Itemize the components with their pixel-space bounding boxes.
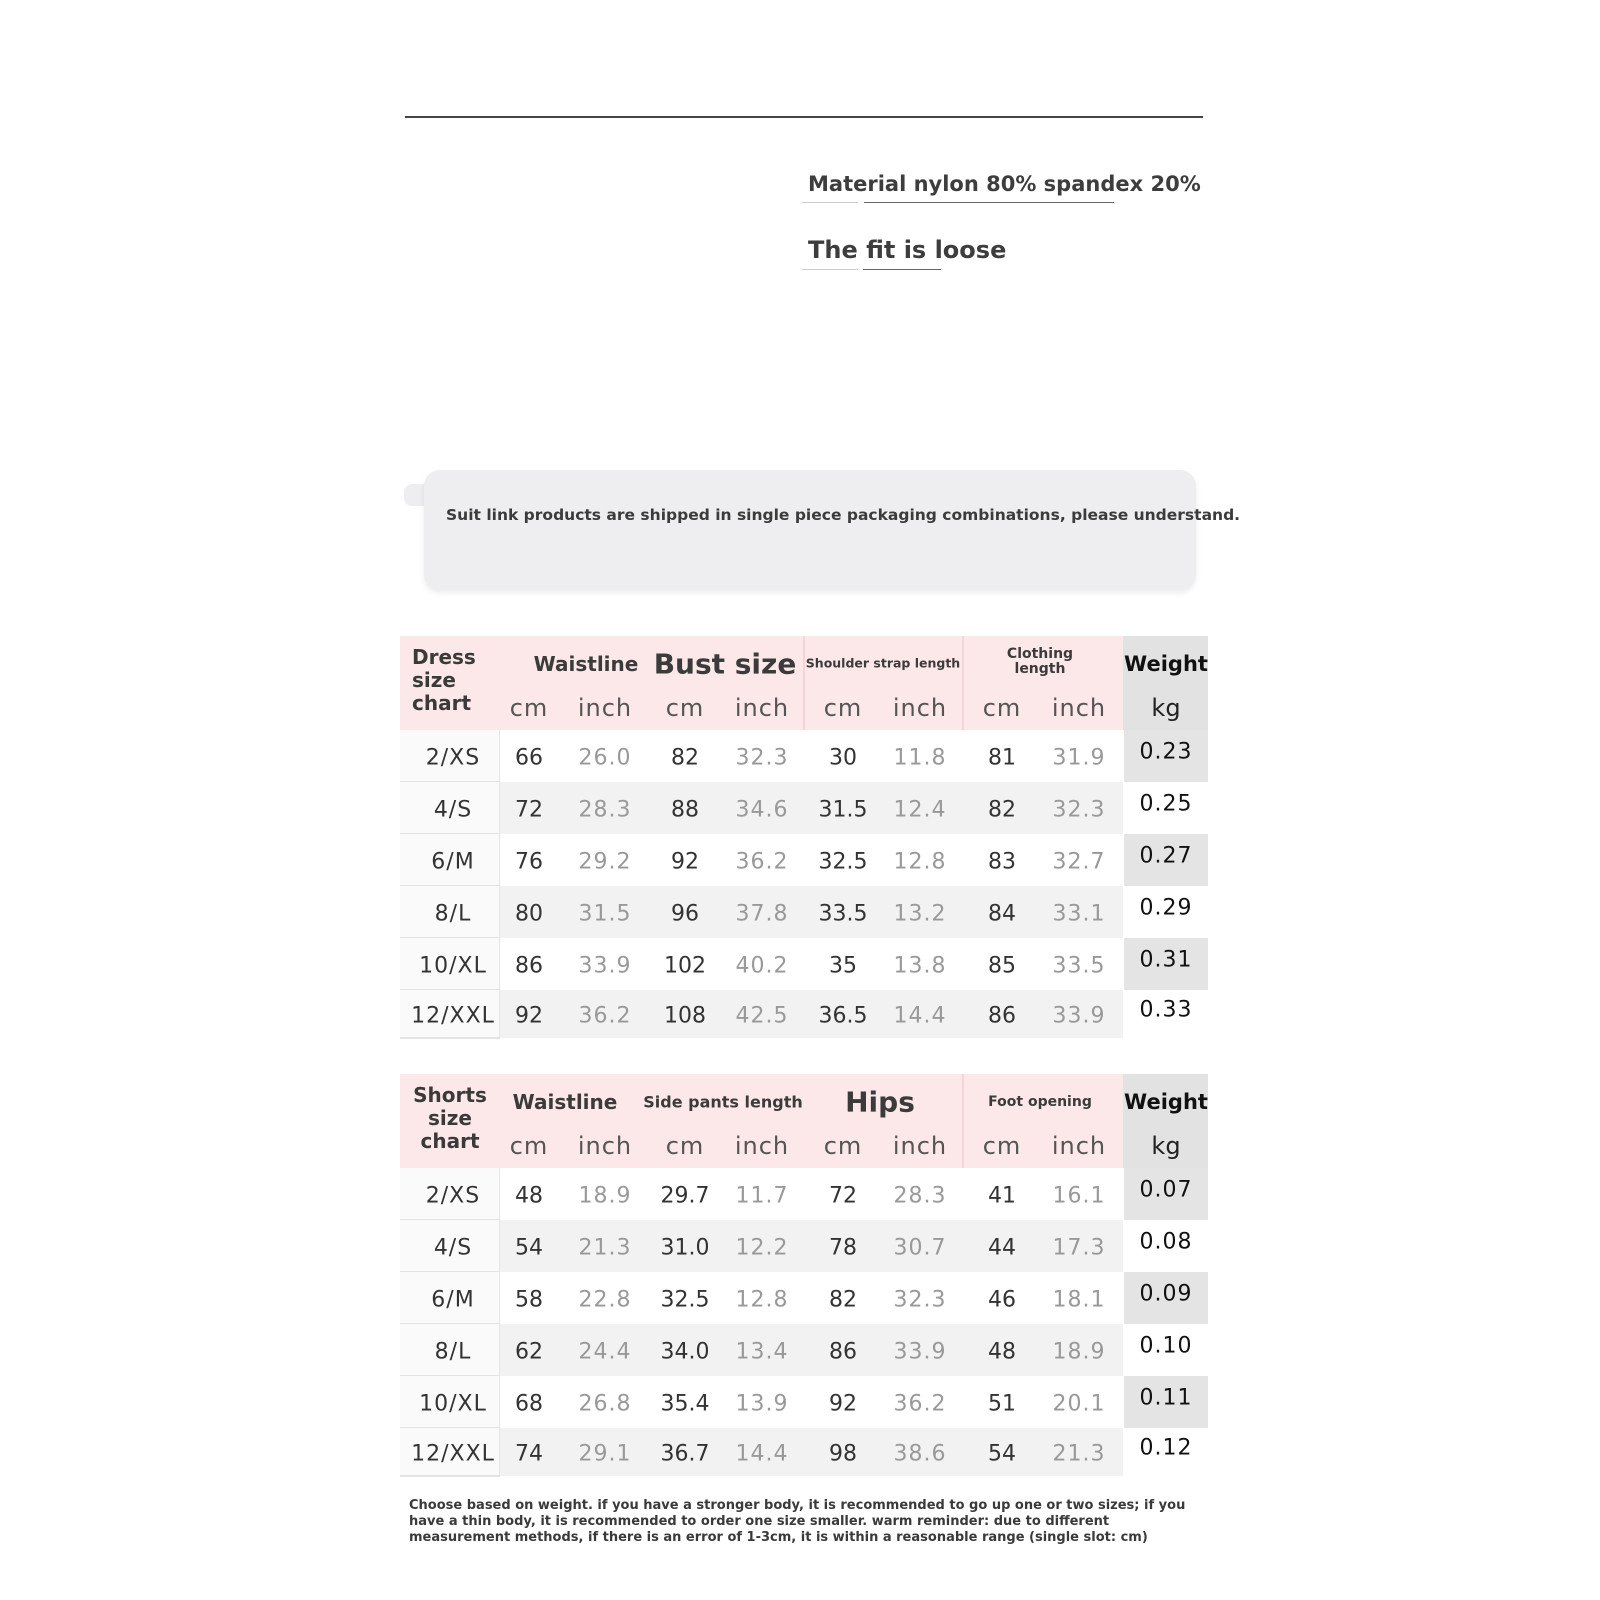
unit-label-cm: cm	[982, 694, 1022, 722]
cell-weight: 0.07	[1139, 1177, 1193, 1203]
cell-cm: 81	[988, 745, 1016, 771]
cell-inch: 24.4	[578, 1339, 632, 1365]
material-line	[808, 172, 1201, 196]
unit-label-inch: inch	[577, 694, 633, 722]
cell-size: 8/L	[434, 901, 472, 927]
unit-label-cm: cm	[665, 1132, 705, 1160]
cell-size: 6/M	[431, 1287, 475, 1313]
cell-size: 2/XS	[425, 1183, 481, 1209]
cell-cm: 74	[515, 1441, 543, 1467]
unit-label-inch: inch	[734, 1132, 790, 1160]
cell-size: 10/XL	[419, 953, 487, 979]
cell-cm: 68	[515, 1391, 543, 1417]
table-row	[400, 1168, 1208, 1220]
cell-inch: 29.2	[578, 849, 632, 875]
cell-cm: 88	[671, 797, 699, 823]
cell-cm: 92	[515, 1003, 543, 1029]
cell-cm: 41	[988, 1183, 1016, 1209]
cell-cm: 48	[515, 1183, 543, 1209]
column-group-weight: Weight	[1124, 652, 1208, 676]
cell-cm: 34.0	[660, 1339, 710, 1365]
cell-cm: 35	[829, 953, 857, 979]
cell-weight: 0.12	[1139, 1435, 1193, 1461]
cell-weight: 0.29	[1139, 895, 1193, 921]
unit-label-inch: inch	[577, 1132, 633, 1160]
cell-inch: 13.9	[735, 1391, 789, 1417]
cell-cm: 76	[515, 849, 543, 875]
cell-cm: 62	[515, 1339, 543, 1365]
top-divider	[405, 116, 1203, 118]
header-separator	[962, 636, 964, 730]
cell-cm: 44	[988, 1235, 1016, 1261]
cell-cm: 80	[515, 901, 543, 927]
cell-cm: 85	[988, 953, 1016, 979]
cell-inch: 40.2	[735, 953, 789, 979]
cell-inch: 42.5	[735, 1003, 789, 1029]
cell-weight: 0.08	[1139, 1229, 1193, 1255]
cell-cm: 33.5	[818, 901, 868, 927]
cell-inch: 32.3	[735, 745, 789, 771]
cell-weight: 0.33	[1139, 997, 1193, 1023]
cell-weight: 0.11	[1139, 1385, 1193, 1411]
cell-inch: 32.3	[893, 1287, 947, 1313]
cell-inch: 14.4	[893, 1003, 947, 1029]
cell-inch: 32.7	[1052, 849, 1106, 875]
column-group-waistline: Waistline	[512, 1090, 618, 1114]
unit-label-kg: kg	[1151, 694, 1181, 722]
cell-cm: 84	[988, 901, 1016, 927]
cell-inch: 17.3	[1052, 1235, 1106, 1261]
cell-inch: 37.8	[735, 901, 789, 927]
cell-inch: 18.1	[1052, 1287, 1106, 1313]
cell-cm: 86	[515, 953, 543, 979]
cell-inch: 26.0	[578, 745, 632, 771]
cell-cm: 72	[515, 797, 543, 823]
fit-text: The fit is loose	[808, 236, 1007, 264]
cell-size: 4/S	[433, 797, 473, 823]
cell-cm: 35.4	[660, 1391, 710, 1417]
size-footnote: Choose based on weight. if you have a stronger body, it is recommended to go up one or two sizes; if you have a thin body, it is recommended to order one size smaller. warm reminder: due to different measurement methods, if there is an error of 1-3cm, it is within a reasonable range (single slot: cm)	[409, 1498, 1186, 1545]
table-row	[400, 782, 1208, 834]
cell-inch: 34.6	[735, 797, 789, 823]
cell-cm: 29.7	[660, 1183, 710, 1209]
column-group-clothing-length: Clothing length	[1006, 646, 1074, 677]
column-group-waistline: Waistline	[533, 652, 639, 676]
cell-size: 8/L	[434, 1339, 472, 1365]
cell-inch: 38.6	[893, 1441, 947, 1467]
cell-inch: 13.2	[893, 901, 947, 927]
cell-inch: 36.2	[893, 1391, 947, 1417]
fit-underline-short	[802, 269, 858, 270]
cell-inch: 18.9	[578, 1183, 632, 1209]
cell-cm: 32.5	[818, 849, 868, 875]
unit-label-inch: inch	[892, 1132, 948, 1160]
cell-cm: 48	[988, 1339, 1016, 1365]
cell-inch: 28.3	[578, 797, 632, 823]
cell-cm: 72	[829, 1183, 857, 1209]
cell-cm: 86	[988, 1003, 1016, 1029]
cell-inch: 29.1	[578, 1441, 632, 1467]
cell-cm: 36.7	[660, 1441, 710, 1467]
cell-cm: 31.5	[818, 797, 868, 823]
unit-label-inch: inch	[1051, 1132, 1107, 1160]
cell-inch: 12.2	[735, 1235, 789, 1261]
cell-cm: 92	[829, 1391, 857, 1417]
cell-cm: 51	[988, 1391, 1016, 1417]
cell-inch: 13.4	[735, 1339, 789, 1365]
shipping-notice	[424, 470, 1241, 590]
unit-label-cm: cm	[823, 1132, 863, 1160]
row-divider	[400, 1037, 500, 1039]
table-row	[400, 1220, 1208, 1272]
unit-label-cm: cm	[509, 694, 549, 722]
column-group-foot-opening: Foot opening	[988, 1094, 1092, 1110]
cell-inch: 28.3	[893, 1183, 947, 1209]
cell-weight: 0.09	[1139, 1281, 1193, 1307]
cell-inch: 12.4	[893, 797, 947, 823]
header-separator	[962, 1074, 964, 1168]
table-row	[400, 1324, 1208, 1376]
cell-inch: 11.7	[735, 1183, 789, 1209]
cell-weight: 0.10	[1139, 1333, 1193, 1359]
cell-inch: 30.7	[893, 1235, 947, 1261]
material-underline-short	[802, 202, 858, 203]
cell-inch: 12.8	[893, 849, 947, 875]
cell-inch: 33.5	[1052, 953, 1106, 979]
cell-inch: 11.8	[893, 745, 947, 771]
header-separator	[803, 636, 805, 730]
cell-weight: 0.23	[1139, 739, 1193, 765]
cell-inch: 21.3	[578, 1235, 632, 1261]
cell-inch: 21.3	[1052, 1441, 1106, 1467]
cell-inch: 32.3	[1052, 797, 1106, 823]
fit-underline	[863, 269, 941, 270]
cell-inch: 18.9	[1052, 1339, 1106, 1365]
column-group-weight: Weight	[1124, 1090, 1208, 1114]
unit-label-cm: cm	[982, 1132, 1022, 1160]
cell-cm: 82	[988, 797, 1016, 823]
unit-label-inch: inch	[892, 694, 948, 722]
table-row	[400, 938, 1208, 990]
fit-line	[808, 236, 1006, 264]
unit-label-cm: cm	[509, 1132, 549, 1160]
cell-size: 6/M	[431, 849, 475, 875]
cell-inch: 16.1	[1052, 1183, 1106, 1209]
cell-inch: 36.2	[735, 849, 789, 875]
table-row	[400, 1272, 1208, 1324]
cell-cm: 54	[988, 1441, 1016, 1467]
cell-inch: 31.9	[1052, 745, 1106, 771]
cell-weight: 0.27	[1139, 843, 1193, 869]
material-text: Material nylon 80% spandex 20%	[808, 172, 1201, 196]
chart-caption: Shorts size chart	[413, 1083, 487, 1153]
table-row	[400, 834, 1208, 886]
row-divider	[400, 1475, 500, 1477]
cell-cm: 86	[829, 1339, 857, 1365]
cell-cm: 32.5	[660, 1287, 710, 1313]
cell-inch: 36.2	[578, 1003, 632, 1029]
cell-inch: 33.1	[1052, 901, 1106, 927]
cell-inch: 12.8	[735, 1287, 789, 1313]
cell-inch: 14.4	[735, 1441, 789, 1467]
cell-size: 12/XXL	[411, 1441, 495, 1467]
unit-label-inch: inch	[734, 694, 790, 722]
cell-inch: 33.9	[1052, 1003, 1106, 1029]
cell-cm: 83	[988, 849, 1016, 875]
column-group-shoulder-strap-length: Shoulder strap length	[805, 655, 961, 671]
column-group-hips: Hips	[845, 1085, 915, 1119]
cell-cm: 102	[664, 953, 706, 979]
cell-cm: 54	[515, 1235, 543, 1261]
cell-inch: 20.1	[1052, 1391, 1106, 1417]
cell-cm: 30	[829, 745, 857, 771]
cell-cm: 82	[829, 1287, 857, 1313]
cell-cm: 108	[664, 1003, 706, 1029]
cell-inch: 22.8	[578, 1287, 632, 1313]
cell-weight: 0.31	[1139, 947, 1193, 973]
cell-weight: 0.25	[1139, 791, 1193, 817]
column-group-side-pants-length: Side pants length	[643, 1092, 803, 1112]
cell-size: 10/XL	[419, 1391, 487, 1417]
cell-size: 12/XXL	[411, 1003, 495, 1029]
cell-inch: 26.8	[578, 1391, 632, 1417]
cell-size: 2/XS	[425, 745, 481, 771]
cell-cm: 31.0	[660, 1235, 710, 1261]
cell-cm: 98	[829, 1441, 857, 1467]
table-row	[400, 1376, 1208, 1428]
cell-cm: 92	[671, 849, 699, 875]
unit-label-inch: inch	[1051, 694, 1107, 722]
cell-size: 4/S	[433, 1235, 473, 1261]
cell-cm: 58	[515, 1287, 543, 1313]
table-row	[400, 730, 1208, 782]
cell-cm: 78	[829, 1235, 857, 1261]
material-underline	[864, 202, 1114, 203]
cell-inch: 33.9	[578, 953, 632, 979]
table-row	[400, 1428, 1208, 1476]
unit-label-cm: cm	[665, 694, 705, 722]
table-row	[400, 886, 1208, 938]
cell-inch: 33.9	[893, 1339, 947, 1365]
cell-cm: 36.5	[818, 1003, 868, 1029]
unit-label-kg: kg	[1151, 1132, 1181, 1160]
notice-text: Suit link products are shipped in single piece packaging combinations, please understand.	[446, 506, 1241, 524]
cell-inch: 31.5	[578, 901, 632, 927]
cell-cm: 82	[671, 745, 699, 771]
cell-cm: 96	[671, 901, 699, 927]
cell-cm: 46	[988, 1287, 1016, 1313]
table-row	[400, 990, 1208, 1038]
column-group-bust-size: Bust size	[653, 647, 797, 681]
chart-caption: Dress size chart	[412, 645, 476, 715]
unit-label-cm: cm	[823, 694, 863, 722]
cell-cm: 66	[515, 745, 543, 771]
cell-inch: 13.8	[893, 953, 947, 979]
